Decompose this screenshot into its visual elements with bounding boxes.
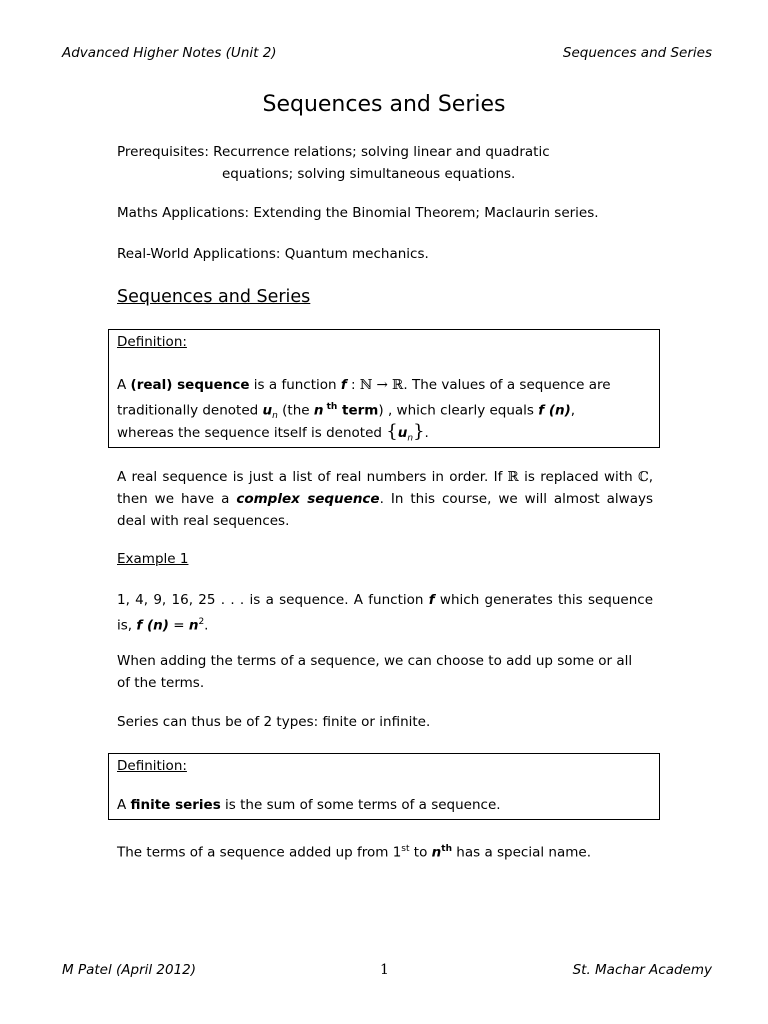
symbol-u: u [262,402,273,419]
superscript-2: 2 [198,617,205,627]
brace-open: { [386,421,398,442]
text: A [117,377,131,393]
text: is the sum of some terms of a sequence. [220,797,501,813]
page-number: 1 [380,962,389,978]
page-title: Sequences and Series [262,92,506,117]
example-label: Example 1 [117,551,189,567]
superscript-th: th [323,402,338,412]
definition-box-sequence [108,329,660,448]
adding-terms-paragraph: When adding the terms of a sequence, we can choose to add up some or all of the terms. [117,653,633,691]
prerequisites [117,141,653,185]
equals-sign: = [168,617,189,634]
text: . [424,425,429,441]
superscript-th: th [441,844,452,854]
definition-label: Definition: [117,758,187,774]
symbol-complex: ℂ [637,469,649,485]
example-text [117,589,653,637]
symbol-f: f [340,377,347,393]
footer-school: St. Machar Academy [572,962,712,978]
text: 1, 4, 9, 16, 25 . . . is a sequence. A function [117,592,429,608]
header-right: Sequences and Series [562,45,712,61]
text: to [409,844,432,861]
text: , then we have a [117,469,653,507]
text: is replaced with [518,469,638,485]
definition-box-finite-series [108,753,660,820]
maths-applications [117,202,653,224]
text: . [204,617,209,634]
math-n-to-r: ℕ → ℝ [359,377,404,393]
symbol-n: n [188,617,199,634]
term-word: term [337,402,379,419]
superscript-st: st [401,844,410,854]
subscript-n: n [407,433,414,444]
text: traditionally denoted [117,402,263,419]
symbol-f: f [428,592,435,608]
term-real-sequence: (real) sequence [130,377,250,393]
prerequisites-label: Prerequisites: [117,144,209,160]
footer-author: M Patel (April 2012) [62,962,197,978]
text: , [570,402,576,419]
definition-finite-text [117,794,653,816]
complex-sequence-paragraph [117,466,653,532]
brace-close: } [413,421,425,442]
text: A [117,797,131,813]
symbol-f-n: f (n) [136,617,169,634]
text: . In this course, we will almost always deal with real sequences. [117,491,653,529]
text: The terms of a sequence added up from 1 [117,844,402,861]
term-complex-sequence: complex sequence [236,491,380,507]
section-heading: Sequences and Series [117,287,311,307]
special-name-paragraph [117,838,653,864]
term-finite-series: finite series [130,797,221,813]
header-left: Advanced Higher Notes (Unit 2) [62,45,277,61]
real-world-label: Real-World Applications: [117,246,281,262]
text: whereas the sequence itself is denoted [117,425,387,441]
maths-applications-text: Extending the Binomial Theorem; Maclaurin series. [249,205,599,221]
text: which generates this sequence is, [117,592,654,634]
text: . The values of a sequence are [403,377,611,393]
definition-line-1 [117,374,653,396]
symbol-f-n: f (n) [538,402,571,419]
text: A real sequence is just a list of real numbers in order. If [117,469,508,485]
symbol-n: n [313,402,324,419]
text: has a special name. [452,844,591,861]
maths-applications-label: Maths Applications: [117,205,250,221]
prerequisites-text: Recurrence relations; solving linear and quadratic [208,144,550,160]
symbol-n: n [431,844,442,861]
symbol-real: ℝ [507,469,519,485]
symbol-u: u [397,425,408,441]
subscript-n: n [272,411,278,422]
series-types-paragraph: Series can thus be of 2 types: finite or infinite. [117,714,431,730]
text: is a function [249,377,341,393]
text: ) , which clearly equals [378,402,539,419]
text: (the [277,402,314,419]
real-world-applications [117,243,653,265]
text: : [346,377,360,393]
prerequisites-text-cont: equations; solving simultaneous equations. [222,166,516,182]
definition-label: Definition: [117,334,187,350]
definition-line-3 [117,421,653,450]
real-world-text: Quantum mechanics. [280,246,429,262]
